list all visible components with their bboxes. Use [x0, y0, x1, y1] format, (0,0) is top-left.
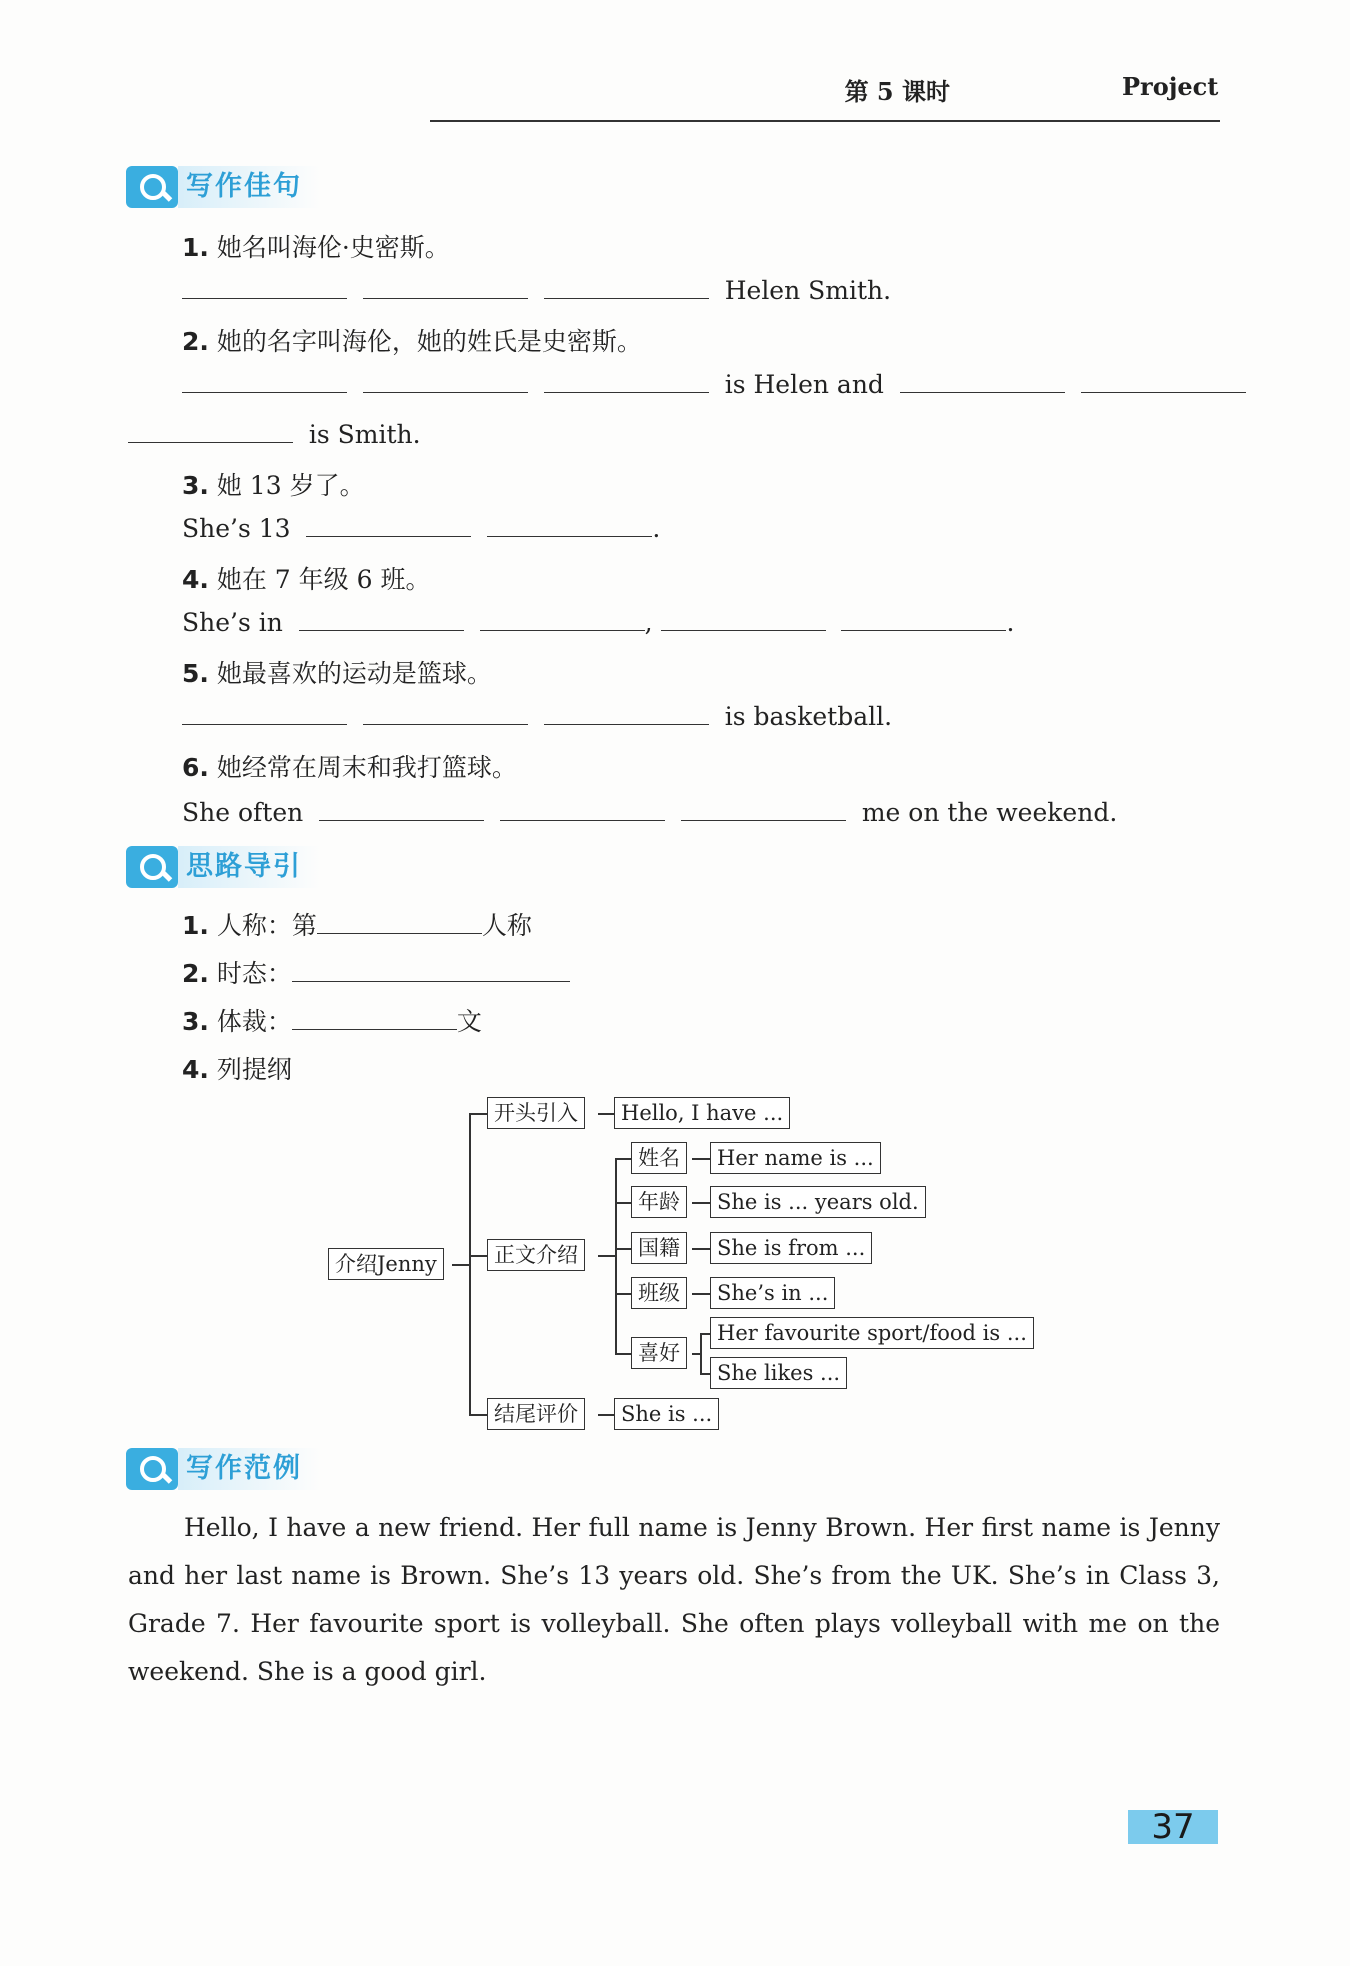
section-title: 思路导引: [178, 846, 320, 888]
answer-blank[interactable]: [306, 512, 471, 537]
connector: [469, 1113, 487, 1115]
outline-ending: 结尾评价: [487, 1398, 585, 1430]
sentence-6-prompt: 6. 她经常在周末和我打篮球。: [182, 753, 517, 782]
connector: [598, 1113, 614, 1115]
sentence-1-prompt: 1. 她名叫海伦·史密斯。: [182, 233, 450, 262]
connector: [700, 1333, 702, 1374]
header-divider: [430, 120, 1220, 122]
magnifier-icon: [126, 846, 178, 888]
answer-blank[interactable]: [363, 274, 528, 299]
connector: [598, 1255, 616, 1257]
outline-item-class: 班级: [631, 1277, 687, 1309]
sentence-4-answer: She’s in , .: [182, 608, 1015, 637]
answer-blank[interactable]: [363, 368, 528, 393]
connector: [469, 1414, 487, 1416]
outline-item-class-text: She’s in ...: [710, 1277, 835, 1309]
connector: [615, 1158, 617, 1354]
connector: [700, 1373, 710, 1375]
sentence-6-answer: She often me on the weekend.: [182, 798, 1118, 827]
outline-item-age: 年龄: [631, 1186, 687, 1218]
guide-genre: 3. 体裁： 文: [182, 1007, 482, 1036]
answer-blank[interactable]: [480, 606, 645, 631]
section-title: 写作范例: [178, 1448, 320, 1490]
sentence-2-answer: is Helen and: [182, 368, 1246, 399]
outline-item-nationality: 国籍: [631, 1232, 687, 1264]
connector: [452, 1264, 470, 1266]
answer-blank[interactable]: [319, 796, 484, 821]
answer-blank[interactable]: [841, 606, 1006, 631]
connector: [615, 1158, 631, 1160]
sentence-4-prompt: 4. 她在 7 年级 6 班。: [182, 565, 431, 594]
outline-item-hobby: 喜好: [631, 1337, 687, 1369]
answer-blank[interactable]: [544, 700, 709, 725]
guide-outline-label: 4. 列提纲: [182, 1055, 292, 1084]
connector: [469, 1255, 487, 1257]
sentence-5-answer: is basketball.: [182, 700, 892, 731]
answer-blank[interactable]: [128, 418, 293, 443]
outline-intro: 开头引入: [487, 1097, 585, 1129]
sample-essay: Hello, I have a new friend. Her full name is Jenny Brown. Her first name is Jenny and her last name is Brown. She’s 13 years old. She’s from the UK. She’s in Class 3, Grade 7. Her favourite sport is volleyball. She often plays volleyball with me on the weekend. She is a good girl.: [128, 1513, 1220, 1686]
sentence-2-answer-cont: is Smith.: [128, 418, 421, 449]
answer-blank[interactable]: [363, 700, 528, 725]
lesson-label: 第 5 课时: [844, 77, 950, 106]
outline-item-hobby-text: Her favourite sport/food is ...: [710, 1317, 1034, 1349]
sentence-1-answer: Helen Smith.: [182, 274, 891, 305]
answer-blank[interactable]: [544, 368, 709, 393]
answer-blank[interactable]: [299, 606, 464, 631]
connector: [615, 1248, 631, 1250]
outline-item-hobby-text-2: She likes ...: [710, 1357, 847, 1389]
answer-blank[interactable]: [182, 700, 347, 725]
connector: [615, 1293, 631, 1295]
outline-root: 介绍Jenny: [328, 1248, 444, 1280]
answer-blank[interactable]: [317, 909, 482, 934]
magnifier-icon: [126, 166, 178, 208]
connector: [615, 1353, 631, 1355]
answer-blank[interactable]: [500, 796, 665, 821]
connector: [700, 1333, 710, 1335]
magnifier-icon: [126, 1448, 178, 1490]
answer-blank[interactable]: [182, 368, 347, 393]
outline-item-name-text: Her name is ...: [710, 1142, 881, 1174]
connector: [692, 1202, 710, 1204]
project-label: Project: [1122, 72, 1219, 101]
page-number: 37: [1128, 1810, 1218, 1844]
outline-body: 正文介绍: [487, 1239, 585, 1271]
answer-blank[interactable]: [681, 796, 846, 821]
sentence-2-prompt: 2. 她的名字叫海伦，她的姓氏是史密斯。: [182, 327, 642, 356]
connector: [692, 1293, 710, 1295]
outline-item-nationality-text: She is from ...: [710, 1232, 872, 1264]
section-title: 写作佳句: [178, 166, 320, 208]
outline-item-name: 姓名: [631, 1142, 687, 1174]
connector: [615, 1202, 631, 1204]
section-sentences-header: [126, 166, 320, 208]
guide-person: 1. 人称：第 人称: [182, 911, 532, 940]
outline-item-age-text: She is ... years old.: [710, 1186, 926, 1218]
outline-ending-text: She is ...: [614, 1398, 719, 1430]
sentence-3-prompt: 3. 她 13 岁了。: [182, 471, 365, 500]
section-sample-header: [126, 1448, 320, 1490]
answer-blank[interactable]: [900, 368, 1065, 393]
answer-blank[interactable]: [292, 1005, 457, 1030]
outline-intro-text: Hello, I have ...: [614, 1097, 790, 1129]
answer-blank[interactable]: [182, 274, 347, 299]
connector: [692, 1158, 710, 1160]
connector: [598, 1414, 614, 1416]
connector: [692, 1353, 700, 1355]
answer-blank[interactable]: [1081, 368, 1246, 393]
section-guide-header: [126, 846, 320, 888]
answer-blank[interactable]: [487, 512, 652, 537]
sentence-3-answer: She’s 13 .: [182, 514, 661, 543]
answer-blank[interactable]: [544, 274, 709, 299]
connector: [469, 1113, 471, 1415]
answer-blank[interactable]: [661, 606, 826, 631]
sentence-5-prompt: 5. 她最喜欢的运动是篮球。: [182, 659, 492, 688]
guide-tense: 2. 时态：: [182, 954, 570, 990]
connector: [692, 1248, 710, 1250]
answer-blank[interactable]: [292, 957, 570, 982]
